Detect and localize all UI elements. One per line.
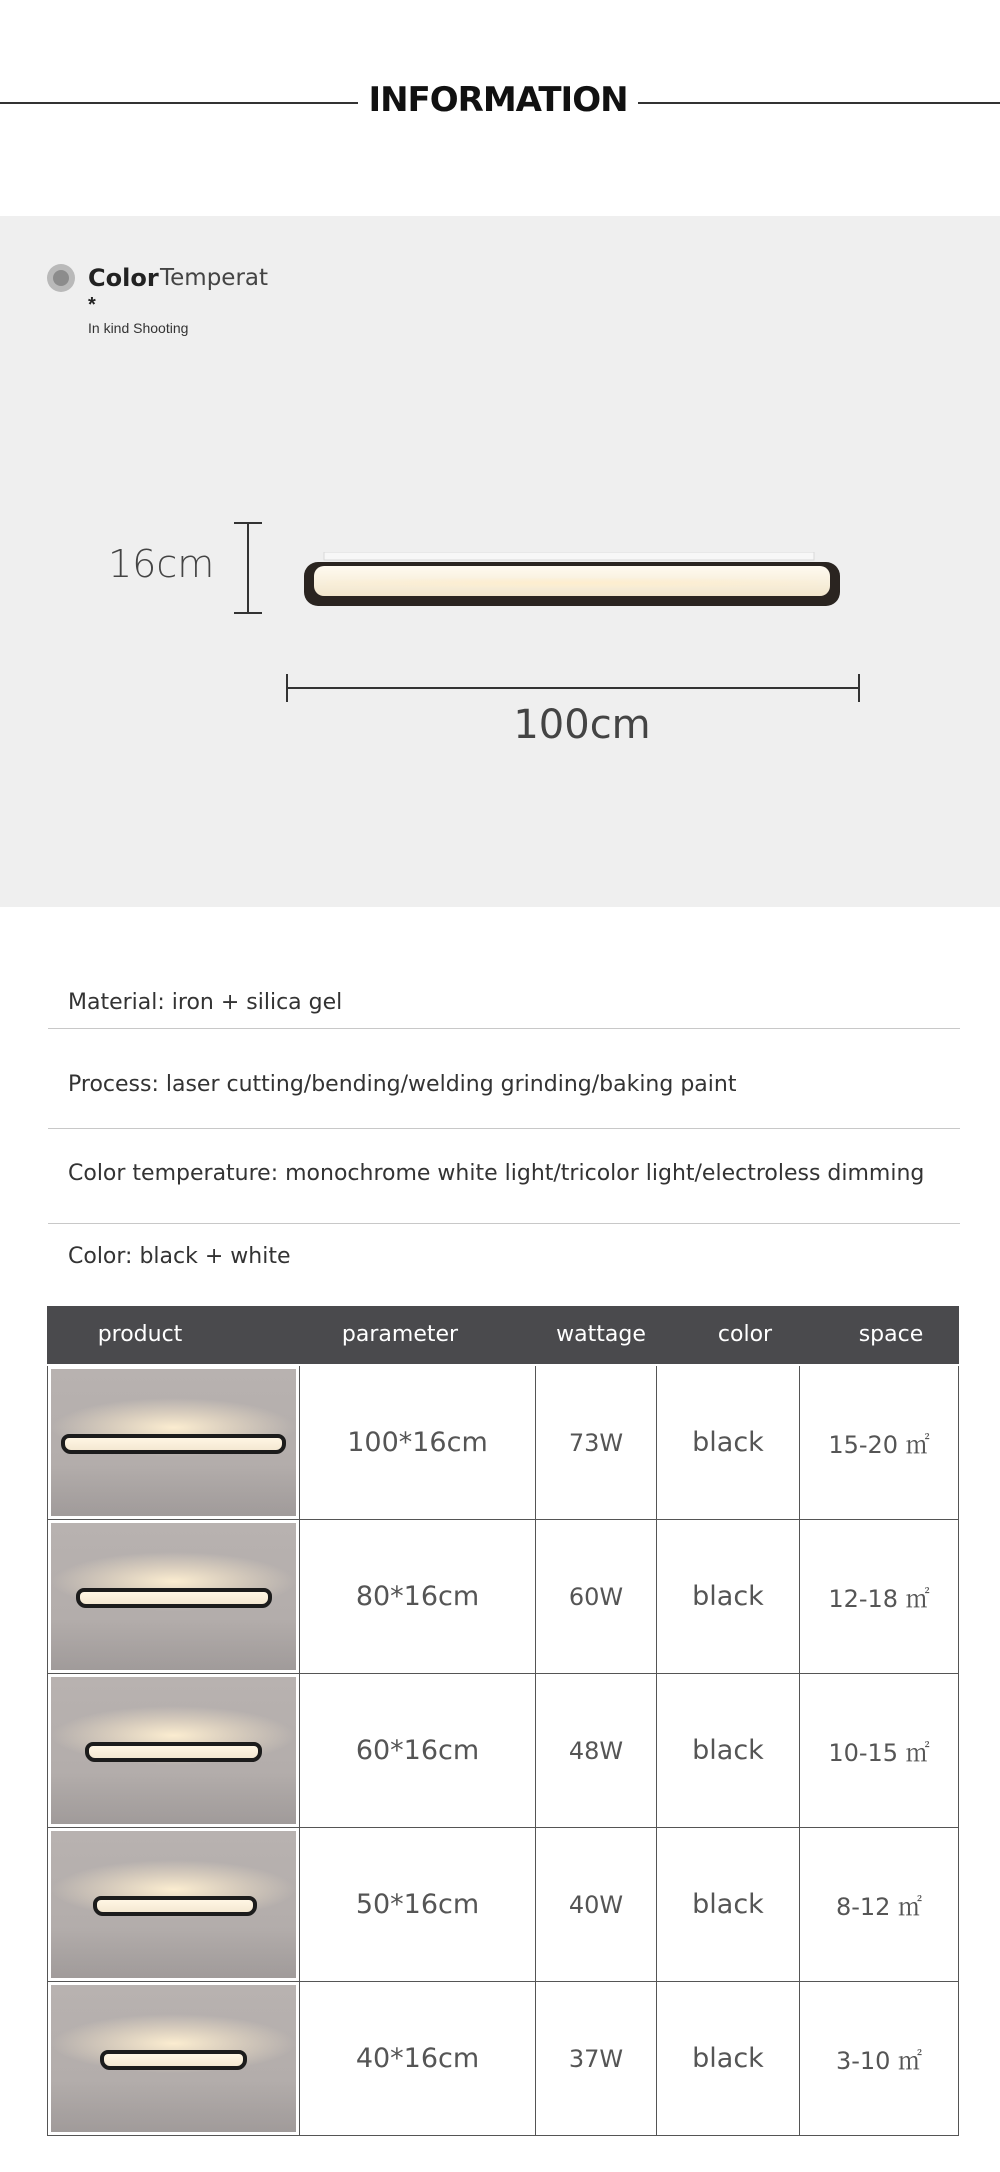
width-label: 100cm [513, 702, 651, 748]
header-rule-left [0, 102, 358, 104]
star-mark: * [88, 294, 96, 316]
product-photo [47, 1674, 300, 1828]
spec-text: Material: iron + silica gel [68, 990, 343, 1015]
cell-wattage: 60W [536, 1520, 657, 1674]
product-photo [47, 1520, 300, 1674]
height-label: 16cm [108, 542, 215, 586]
cell-space: 10-15 ㎡ [800, 1674, 959, 1828]
product-photo [47, 1828, 300, 1982]
table-row [47, 1520, 959, 1674]
cell-parameter: 50*16cm [300, 1828, 536, 1982]
cell-color: black [657, 1828, 800, 1982]
temperature-label: Temperat [160, 265, 269, 291]
cell-color: black [657, 1366, 800, 1520]
color-label: Color [88, 264, 159, 292]
cell-color: black [657, 1520, 800, 1674]
cell-wattage: 37W [536, 1982, 657, 2136]
header-wattage: wattage [556, 1322, 646, 1347]
cell-parameter: 60*16cm [300, 1674, 536, 1828]
cell-color: black [657, 1674, 800, 1828]
cell-parameter: 80*16cm [300, 1520, 536, 1674]
product-photo [47, 1366, 300, 1520]
header-space: space [858, 1322, 924, 1347]
product-photo [47, 1982, 300, 2136]
height-ruler [234, 522, 262, 614]
table-header [47, 1306, 959, 1364]
spec-text: Color temperature: monochrome white light/tricolor light/electroless dimming [68, 1161, 925, 1186]
page-title: INFORMATION [368, 80, 628, 120]
table-row [47, 1366, 959, 1520]
table-row [47, 1674, 959, 1828]
bullet-dot-icon [47, 264, 75, 292]
header-product: product [97, 1322, 183, 1347]
table-row [47, 1982, 959, 2136]
cell-space: 8-12 ㎡ [800, 1828, 959, 1982]
spec-process [48, 1029, 960, 1129]
spec-text: Process: laser cutting/bending/welding grinding/baking paint [68, 1072, 737, 1097]
header-rule-right [638, 102, 1000, 104]
spec-material [48, 962, 960, 1029]
cell-space: 15-20 ㎡ [800, 1366, 959, 1520]
lamp-illustration [296, 552, 848, 622]
cell-wattage: 48W [536, 1674, 657, 1828]
cell-color: black [657, 1982, 800, 2136]
spec-color-temperature [48, 1129, 960, 1224]
width-ruler [286, 674, 860, 702]
cell-wattage: 40W [536, 1828, 657, 1982]
cell-parameter: 100*16cm [300, 1366, 536, 1520]
header-parameter: parameter [341, 1322, 459, 1347]
header-color: color [717, 1322, 773, 1347]
shooting-note: In kind Shooting [88, 320, 189, 336]
cell-wattage: 73W [536, 1366, 657, 1520]
cell-parameter: 40*16cm [300, 1982, 536, 2136]
spec-color: Color: black + white [68, 1244, 291, 1269]
table-row [47, 1828, 959, 1982]
info-header [0, 0, 1000, 216]
cell-space: 3-10 ㎡ [800, 1982, 959, 2136]
dimension-panel [0, 216, 1000, 907]
cell-space: 12-18 ㎡ [800, 1520, 959, 1674]
